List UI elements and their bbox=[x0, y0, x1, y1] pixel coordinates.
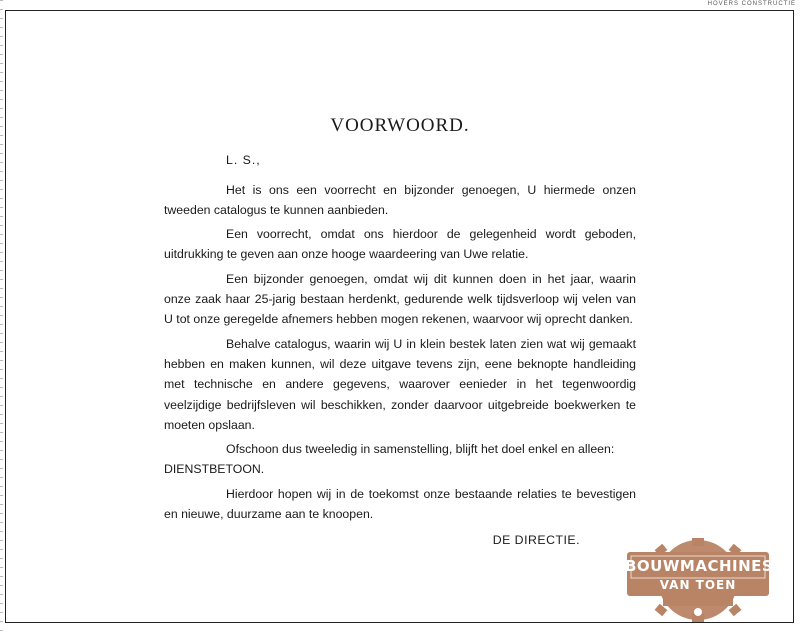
watermark-line1: BOUWMACHINES bbox=[625, 557, 774, 575]
watermark-logo bbox=[625, 538, 774, 622]
paragraph: Hierdoor hopen wij in de toekomst onze bestaande relaties te bevestigen en nieuwe, duurzame aan te knoopen. bbox=[164, 486, 636, 522]
header-mark: HOVERS CONSTRUCTIE bbox=[707, 1, 796, 7]
paragraph: Het is ons een voorrecht en bijzonder genoegen, U hiermede onzen tweeden catalogus te kunnen aanbieden. bbox=[164, 182, 636, 217]
scan-edge-marks bbox=[0, 0, 3, 632]
paragraph: Behalve catalogus, waarin wij U in klein bestek laten zien wat wij gemaakt hebben en maken kunnen, wil deze uitgave tevens zijn, eene beknopte handleiding met technische en andere gegevens, waarover eenieder in het tegenwoordig veelzijdige bedrijfsleven wil beschikken, zonder daarvoor uitgebreide boekwerken te moeten opslaan. bbox=[164, 336, 636, 432]
paragraph: Ofschoon dus tweeledig in samenstelling, blijft het doel enkel en alleen: bbox=[226, 442, 615, 457]
page-title: VOORWOORD. bbox=[330, 115, 470, 136]
watermark-line2: VAN TOEN bbox=[659, 578, 737, 592]
signature: DE DIRECTIE. bbox=[492, 533, 580, 548]
document-body bbox=[164, 116, 636, 551]
salutation: L. S., bbox=[226, 153, 261, 168]
paragraph: Een bijzonder genoegen, omdat wij dit kunnen doen in het jaar, waarin onze zaak haar 25-jarig bestaan herdenkt, gedurende welk tijdsverloop wij velen van U tot onze geregelde afnemers hebben mogen rekenen, waarvoor wij oprecht danken. bbox=[164, 271, 636, 327]
paragraph-emphasis: DIENSTBETOON. bbox=[164, 462, 265, 477]
paragraph: Een voorrecht, omdat ons hierdoor de gelegenheid wordt geboden, uitdrukking te geven aan onze hooge waardeering van Uwe relatie. bbox=[164, 227, 636, 262]
